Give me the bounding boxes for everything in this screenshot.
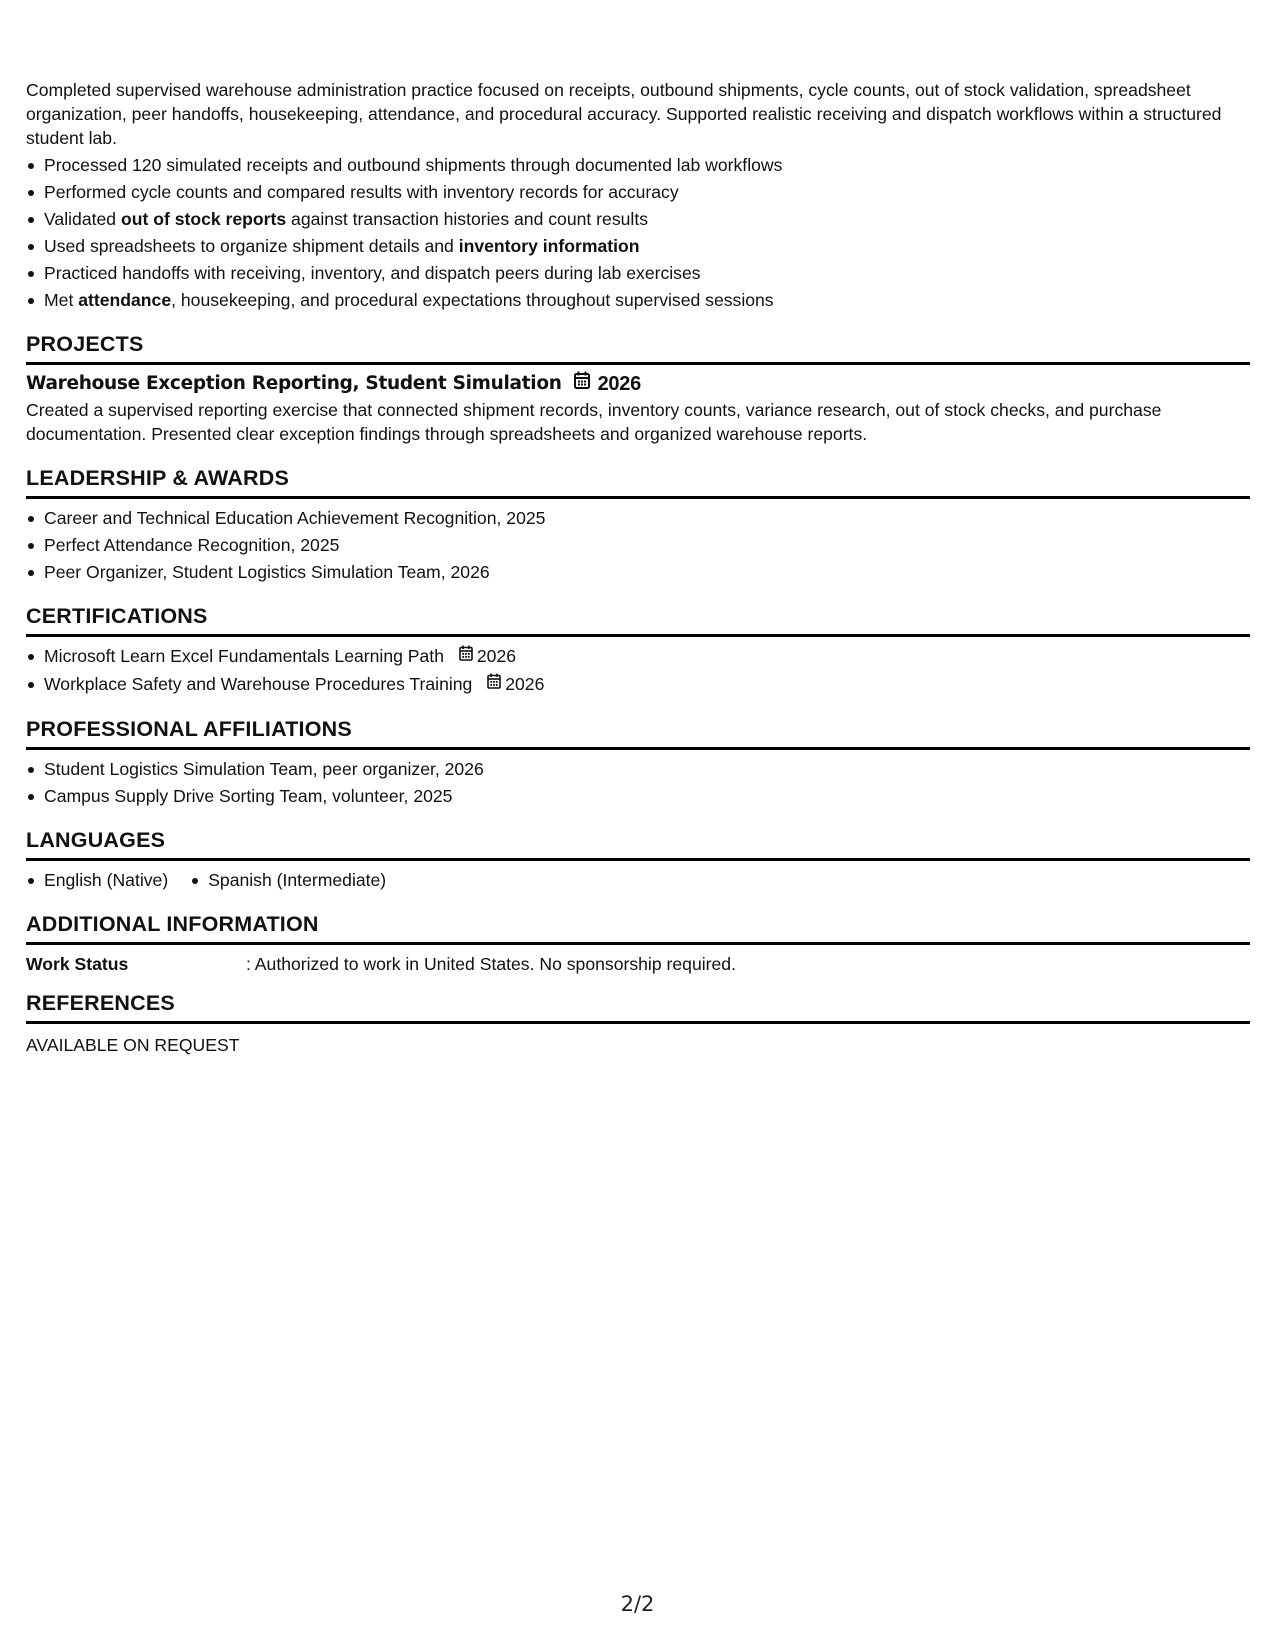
languages-section (26, 828, 1250, 894)
list-item: Student Logistics Simulation Team, peer organizer, 2026 (26, 756, 1250, 783)
experience-summary: Completed supervised warehouse administration practice focused on receipts, outbound shipments, cycle counts, out of stock validation, spreadsheet organization, peer handoffs, housekeeping, attendance, and procedural accuracy. Supported realistic receiving and dispatch workflows within a structured student lab. (26, 80, 1222, 148)
list-item: Processed 120 simulated receipts and outbound shipments through documented lab workflows (26, 152, 1250, 179)
calendar-icon (487, 670, 501, 697)
section-heading-additional: ADDITIONAL INFORMATION (26, 912, 1250, 945)
certification-name: Workplace Safety and Warehouse Procedures Training (44, 673, 473, 694)
additional-section (26, 912, 1250, 977)
affiliations-list (26, 756, 1250, 810)
work-status-row (26, 951, 1250, 977)
language-item: English (Native) (26, 867, 168, 894)
work-status-label: Work Status (26, 953, 129, 974)
certification-year: 2026 (505, 673, 545, 694)
work-status-value: : Authorized to work in United States. No sponsorship required. (246, 953, 736, 974)
project-title: Warehouse Exception Reporting, Student Simulation (26, 373, 562, 394)
language-item: Spanish (Intermediate) (190, 867, 386, 894)
list-item: Peer Organizer, Student Logistics Simulation Team, 2026 (26, 559, 1250, 586)
page-number: 2/2 (620, 1592, 655, 1616)
certifications-section (26, 604, 1250, 699)
list-item: Perfect Attendance Recognition, 2025 (26, 532, 1250, 559)
list-item: Validated out of stock reports against transaction histories and count results (26, 206, 1250, 233)
affiliations-section (26, 717, 1250, 810)
references-section (26, 991, 1250, 1058)
list-item (26, 671, 1250, 699)
section-heading-languages: LANGUAGES (26, 828, 1250, 861)
list-item: Campus Supply Drive Sorting Team, volunteer, 2025 (26, 783, 1250, 810)
project-description: Created a supervised reporting exercise that connected shipment records, inventory counts, variance research, out of stock checks, and purchase documentation. Presented clear exception findings through spreadsheets and organized warehouse reports. (26, 400, 1162, 444)
projects-section (26, 332, 1250, 446)
section-heading-projects: PROJECTS (26, 332, 1250, 365)
languages-list (26, 867, 1250, 894)
list-item: Performed cycle counts and compared results with inventory records for accuracy (26, 179, 1250, 206)
section-heading-references: REFERENCES (26, 991, 1250, 1024)
calendar-icon (574, 370, 590, 398)
list-item: Practiced handoffs with receiving, inventory, and dispatch peers during lab exercises (26, 260, 1250, 287)
leadership-section (26, 466, 1250, 586)
section-heading-certifications: CERTIFICATIONS (26, 604, 1250, 637)
resume-page (26, 78, 1250, 1058)
certification-name: Microsoft Learn Excel Fundamentals Learning Path (44, 646, 444, 666)
list-item: Career and Technical Education Achievement Recognition, 2025 (26, 505, 1250, 532)
calendar-icon (459, 642, 473, 669)
references-text: AVAILABLE ON REQUEST (26, 1034, 240, 1055)
list-item (26, 643, 1250, 671)
certification-year: 2026 (476, 646, 517, 666)
experience-bullets (26, 152, 1250, 314)
leadership-list (26, 505, 1250, 586)
list-item: Met attendance, housekeeping, and procedural expectations throughout supervised sessions (26, 287, 1250, 314)
section-heading-leadership: LEADERSHIP & AWARDS (26, 466, 1250, 499)
list-item: Used spreadsheets to organize shipment details and inventory information (26, 233, 1250, 260)
project-year: 2026 (597, 373, 641, 395)
certifications-list (26, 643, 1250, 699)
project-title-row (26, 370, 1250, 398)
section-heading-affiliations: PROFESSIONAL AFFILIATIONS (26, 717, 1250, 750)
